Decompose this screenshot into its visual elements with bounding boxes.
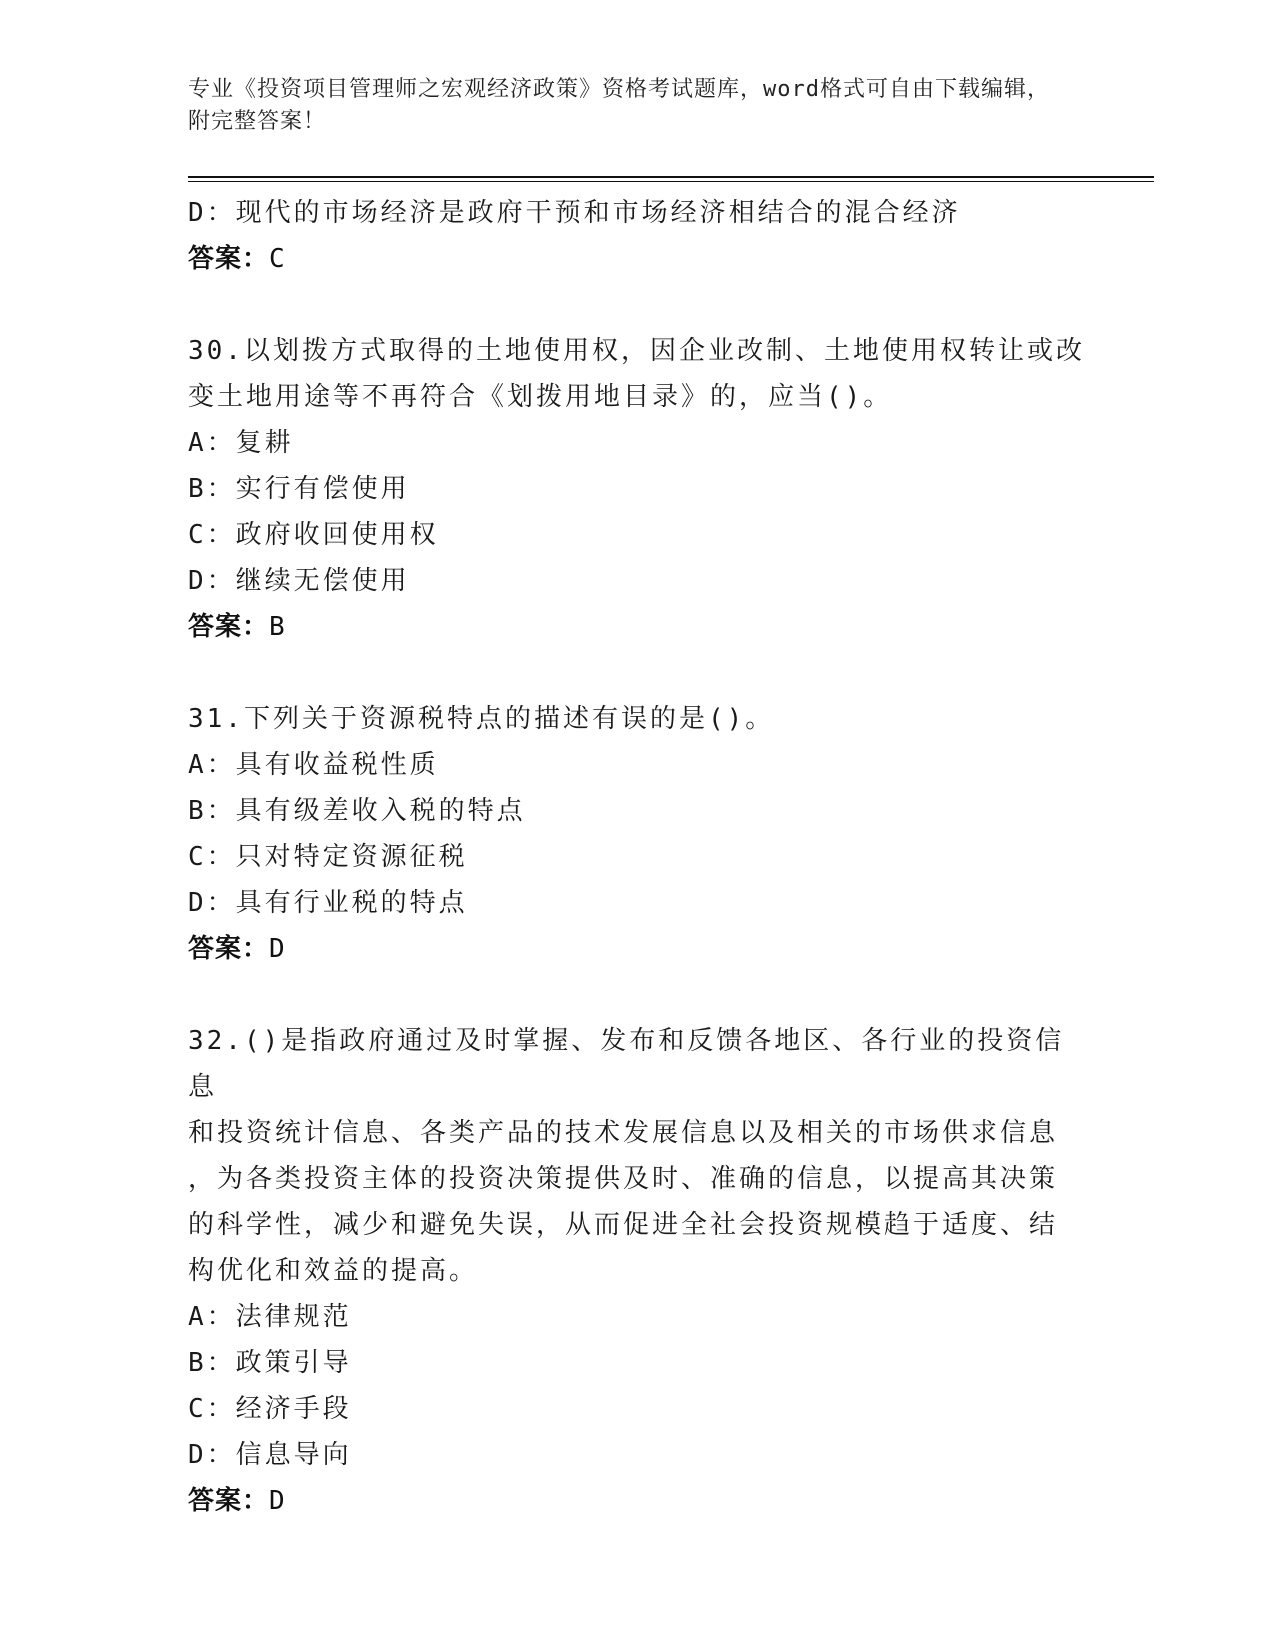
option-a: A：法律规范 <box>188 1302 352 1332</box>
answer-value: C <box>269 244 286 274</box>
spacer <box>188 972 1088 1018</box>
answer-label: 答案： <box>188 1486 270 1516</box>
option-b: B：具有级差收入税的特点 <box>188 796 526 826</box>
option-c: C：只对特定资源征税 <box>188 842 468 872</box>
option-d: D：现代的市场经济是政府干预和市场经济相结合的混合经济 <box>188 198 961 228</box>
question-stem-line: 的科学性，减少和避免失误，从而促进全社会投资规模趋于适度、结 <box>188 1210 1059 1240</box>
option-a: A：具有收益税性质 <box>188 750 439 780</box>
answer-value: D <box>269 934 286 964</box>
question-stem-line: 构优化和效益的提高。 <box>188 1256 479 1286</box>
spacer <box>188 650 1088 696</box>
header-divider-thick <box>188 176 1154 178</box>
header-divider-thin <box>188 181 1154 182</box>
answer-label: 答案： <box>188 934 270 964</box>
option-d: D：继续无偿使用 <box>188 566 410 596</box>
question-content <box>188 190 1088 1524</box>
option-b: B：政策引导 <box>188 1348 352 1378</box>
question-stem-line: 30.以划拨方式取得的土地使用权，因企业改制、土地使用权转让或改 <box>188 336 1085 366</box>
answer-line <box>188 604 1088 650</box>
question-32 <box>188 1018 1088 1524</box>
option-d: D：具有行业税的特点 <box>188 888 468 918</box>
option-c: C：经济手段 <box>188 1394 352 1424</box>
answer-label: 答案： <box>188 612 270 642</box>
answer-value: D <box>269 1486 286 1516</box>
question-stem-line: 变土地用途等不再符合《划拨用地目录》的，应当()。 <box>188 382 893 412</box>
question-stem-line: ，为各类投资主体的投资决策提供及时、准确的信息，以提高其决策 <box>188 1164 1059 1194</box>
answer-value: B <box>269 612 286 642</box>
option-d: D：信息导向 <box>188 1440 352 1470</box>
continued-question <box>188 190 1088 282</box>
spacer <box>188 282 1088 328</box>
header-note: 专业《投资项目管理师之宏观经济政策》资格考试题库，word格式可自由下载编辑，附完整答案！ <box>188 77 1050 134</box>
option-a: A：复耕 <box>188 428 294 458</box>
question-30 <box>188 328 1088 650</box>
question-stem-line: 31.下列关于资源税特点的描述有误的是()。 <box>188 704 775 734</box>
question-stem-line: 32.()是指政府通过及时掌握、发布和反馈各地区、各行业的投资信息 <box>188 1026 1065 1102</box>
answer-label: 答案： <box>188 244 270 274</box>
answer-line <box>188 1478 1088 1524</box>
question-31 <box>188 696 1088 972</box>
answer-line <box>188 236 1088 282</box>
question-stem-line: 和投资统计信息、各类产品的技术发展信息以及相关的市场供求信息 <box>188 1118 1059 1148</box>
option-c: C：政府收回使用权 <box>188 520 439 550</box>
answer-line <box>188 926 1088 972</box>
option-b: B：实行有偿使用 <box>188 474 410 504</box>
